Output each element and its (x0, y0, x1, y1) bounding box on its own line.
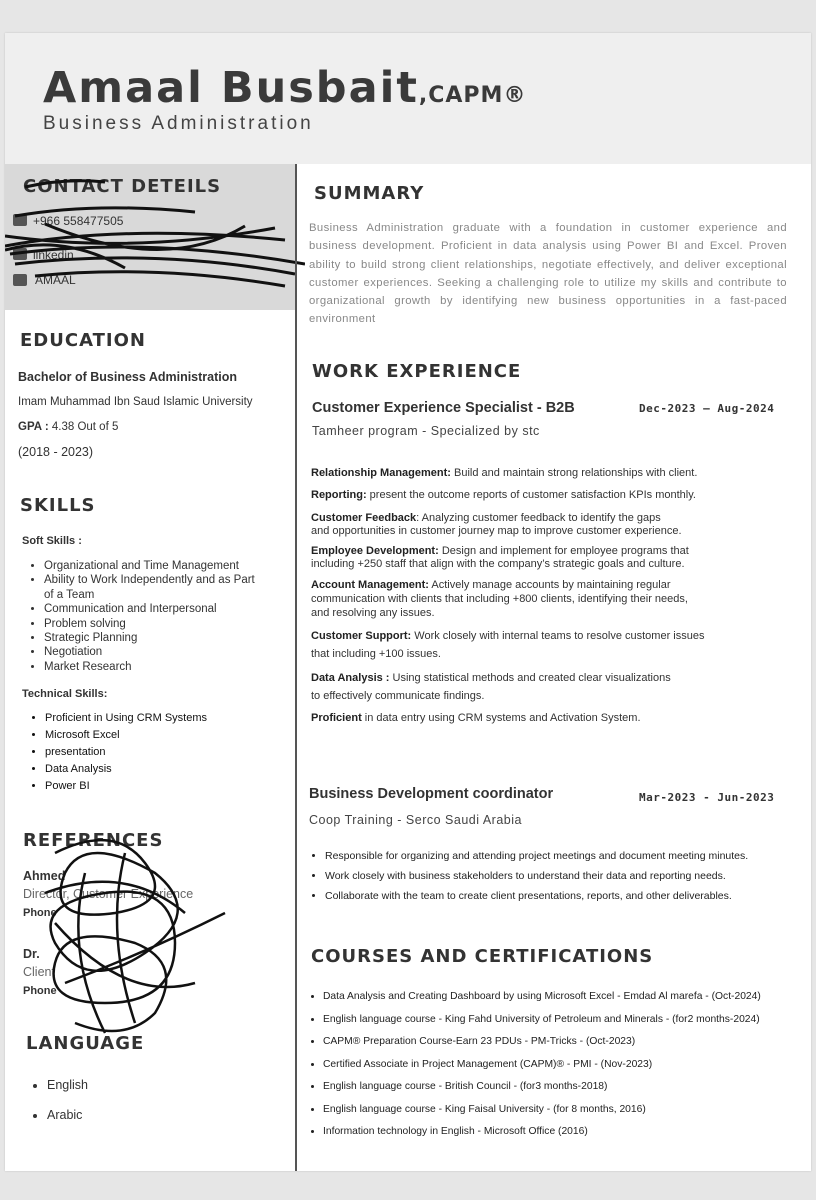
list-item: • Power BI (45, 778, 207, 795)
contact-phone: +966 5584775​05 (33, 214, 124, 228)
contact-heading: CONTACT DETEILS (23, 176, 222, 197)
resume-page (5, 33, 811, 1171)
education-years: (2018 - 2023) (18, 445, 94, 459)
list-item: • Proficient in Using CRM Systems (45, 710, 207, 727)
contact-email: AMAAL (35, 273, 76, 287)
list-item: • Ability to Work Independently and as Part (44, 573, 255, 587)
reference-2-role: Client (23, 965, 55, 979)
list-item: • Collaborate with the team to create client presentations, reports, and other deliverables. (325, 886, 748, 906)
list-item: • Arabic (47, 1100, 88, 1130)
summary-heading: SUMMARY (314, 183, 425, 204)
work-experience-heading: WORK EXPERIENCE (312, 361, 522, 382)
references-heading: REFERENCES (23, 830, 164, 851)
job-1-item: Customer Feedback: Analyzing customer feedback to identify the gaps and opportunities in customer journey map to improve customer experience. (311, 512, 682, 537)
job-2-org: Coop Training - Serco Saudi Arabia (309, 813, 522, 827)
list-item: • English language course - King Faisal University - (for 8 months, 2016) (323, 1099, 761, 1122)
candidate-name: Amaal Busbait,CAPM® (43, 63, 527, 113)
job-2-title: Business Development coordinator (309, 786, 554, 802)
skills-heading: SKILLS (20, 495, 96, 516)
list-item: • Problem solving (44, 617, 255, 631)
reference-1-phone: Phone (23, 907, 57, 919)
list-item: • Certified Associate in Project Management (CAPM)® - PMI - (Nov-2023) (323, 1054, 761, 1077)
job-1-item: Employee Development: Design and implement for employee programs that including +250 staff that align with the company’s strategic goals and culture. (311, 545, 689, 570)
technical-skills-list (23, 710, 207, 795)
credential: ,CAPM® (418, 83, 527, 108)
reference-1-role: Director, Customer Experience (23, 887, 194, 901)
reference-2-phone: Phone (23, 985, 57, 997)
courses-list (301, 986, 761, 1144)
technical-skills-label: Technical Skills: (22, 688, 108, 700)
list-item: • Organizational and Time Management (44, 559, 255, 573)
university: Imam Muhammad Ibn Saud Islamic University (18, 396, 253, 408)
job-1-item: Data Analysis : Using statistical methods and created clear visualizations to effectively communicate findings. (311, 672, 671, 702)
gpa: GPA : 4.38 Out of 5 (18, 421, 119, 433)
soft-skills-list (22, 559, 255, 674)
list-item: • presentation (45, 744, 207, 761)
list-item: • Communication and Interpersonal (44, 602, 255, 616)
summary-text: Business Administration graduate with a foundation in customer experience and business development. Proficient in data analysis using Power BI and Excel. Proven ability to build strong client relationships, negotiate effectively, and deliver exceptional customer experiences. Seeking a challenging role to utilize my skills and contribute to organizational growth by identifying new business opportunities in a fast-paced environment (309, 222, 787, 326)
contact-linkedin: linkedin (33, 248, 74, 262)
list-item: • Negotiation (44, 645, 255, 659)
list-item: • Data Analysis and Creating Dashboard by using Microsoft Excel - Emdad Al marefa - (Oct-2024) (323, 986, 761, 1009)
language-heading: LANGUAGE (26, 1033, 145, 1054)
reference-2-name: Dr. (23, 947, 40, 961)
list-item: • Work closely with business stakeholders to understand their data and reporting needs. (325, 866, 748, 886)
job-2-dates: Mar-2023 - Jun-2023 (639, 791, 775, 804)
list-item: • Information technology in English - Microsoft Office (2016) (323, 1121, 761, 1144)
list-item: • English language course - King Fahd University of Petroleum and Minerals - (for2 months-2024) (323, 1009, 761, 1032)
list-item: • Data Analysis (45, 761, 207, 778)
list-item: • CAPM® Preparation Course-Earn 23 PDUs - PM-Tricks - (Oct-2023) (323, 1031, 761, 1054)
job-1-title: Customer Experience Specialist - B2B (312, 400, 575, 416)
job-1-dates: Dec-2023 – Aug-2024 (639, 402, 775, 415)
job-1-item: Account Management: Actively manage accounts by maintaining regular communication with clients that including +800 clients, identifying their needs, and resolving any issues. (311, 579, 688, 619)
job-1-item: Proficient in data entry using CRM systems and Activation System. (311, 712, 641, 724)
list-item: • Market Research (44, 660, 255, 674)
right-column (297, 33, 811, 1171)
courses-heading: COURSES AND CERTIFICATIONS (311, 946, 654, 967)
list-item: • English (47, 1070, 88, 1100)
soft-skills-label: Soft Skills : (22, 535, 82, 547)
reference-1-name: Ahmed (23, 869, 66, 883)
list-item: • Responsible for organizing and attending project meetings and document meeting minutes. (325, 846, 748, 866)
list-item: of a Team (44, 588, 95, 601)
redaction-scribble (25, 833, 235, 1043)
job-2-list (303, 846, 748, 906)
language-list (25, 1070, 88, 1130)
list-item: • Strategic Planning (44, 631, 255, 645)
job-1-item: Customer Support: Work closely with internal teams to resolve customer issues that including +100 issues. (311, 630, 705, 660)
job-1-item: Reporting: present the outcome reports of customer satisfaction KPIs monthly. (311, 489, 696, 501)
list-item: • Microsoft Excel (45, 727, 207, 744)
list-item: • English language course - British Council - (for3 months-2018) (323, 1076, 761, 1099)
candidate-title: Business Administration (43, 113, 314, 134)
degree: Bachelor of Business Administration (18, 370, 238, 384)
job-1-item: Relationship Management: Build and maintain strong relationships with client. (311, 467, 698, 479)
education-heading: EDUCATION (20, 330, 146, 351)
left-column (5, 33, 295, 1171)
job-1-org: Tamheer program - Specialized by stc (312, 424, 540, 438)
